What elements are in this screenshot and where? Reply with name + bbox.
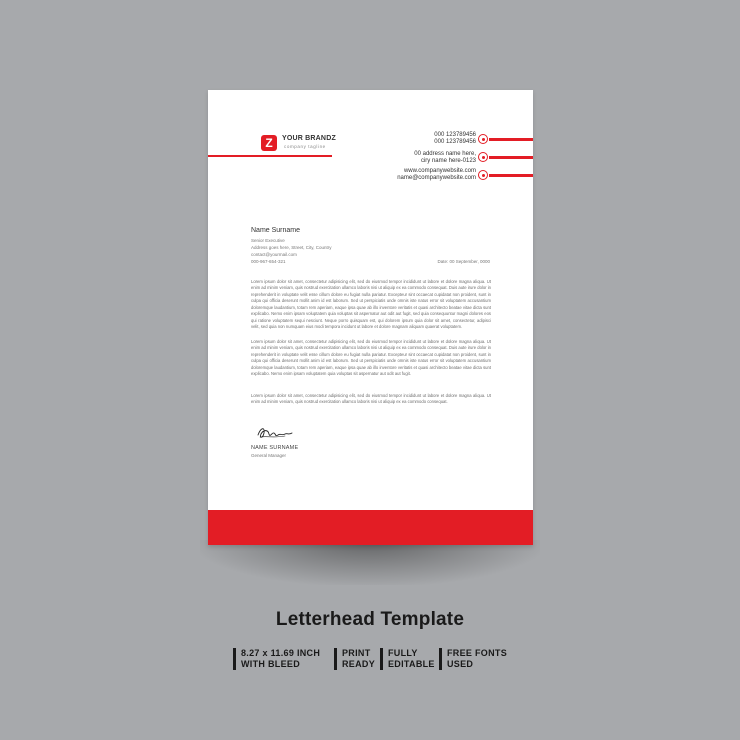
address-line: 00 address name here, — [414, 151, 476, 157]
email-line: name@companywebsite.com — [397, 175, 476, 181]
contact-bar — [489, 174, 533, 177]
feature-editable — [380, 648, 435, 670]
contact-bar — [489, 156, 533, 159]
feature-line: USED — [447, 659, 474, 669]
feature-size — [233, 648, 320, 670]
phone-line: 000 123789456 — [434, 139, 476, 145]
feature-fonts — [439, 648, 507, 670]
paper-shadow — [200, 540, 540, 585]
recipient-title: Senior Executive — [251, 238, 285, 243]
phone-icon — [478, 134, 488, 144]
body-paragraph: Lorem ipsum dolor sit amet, consectetur adipisicing elit, sed do eiusmod tempor incididunt ut labore et dolore magna aliqua. Ut enim ad minim veniam, quis nostrud exercitation ullamco laboris nisi ut aliquip ex ea commodo consequat. Duis aute irure dolor in reprehenderit in voluptate velit esse cillum dolore eu fugiat nulla pariatur. Excepteur sint occaecat cupidatat non proident, sunt in culpa qui officia deserunt mollit anim id est laborum. Sed ut perspiciatis unde omnis iste natus error sit voluptatem accusantium doloremque laudantium, totam rem aperiam, eaque ipsa quae ab illo inventore veritatis et quasi architecto beatae vitae dicta sunt explicabo. Nemo enim ipsam voluptatem quia voluptas sit aspernatur aut odit aut fugit, sed quia consequuntur magni dolores eos qui ratione voluptatem sequi nesciunt. Neque porro quisquam est, qui dolorem ipsum quia dolor sit amet, consectetur, adipisci velit, sed quia non numquam eius modi tempora incidunt ut labore et dolore magnam aliquam quaerat voluptatem. — [251, 279, 491, 330]
contact-address — [414, 151, 476, 165]
signature-name: NAME SURNAME — [251, 445, 299, 451]
feature-line: 8.27 x 11.69 INCH — [241, 648, 321, 658]
contact-web — [397, 168, 476, 182]
contact-bar — [489, 138, 533, 141]
feature-line: EDITABLE — [388, 659, 435, 669]
recipient-phone: 000-967-654-321 — [251, 259, 286, 264]
feature-line: PRINT — [342, 648, 371, 658]
footer-band — [208, 510, 533, 545]
feature-line: WITH BLEED — [241, 659, 300, 669]
recipient-name: Name Surname — [251, 227, 301, 234]
address-line: ciry name here-0123 — [420, 158, 476, 164]
phone-line: 000 123789456 — [434, 132, 476, 138]
letterhead-sheet — [208, 90, 533, 545]
location-pin-icon — [478, 152, 488, 162]
body-paragraph: Lorem ipsum dolor sit amet, consectetur adipisicing elit, sed do eiusmod tempor incididunt ut labore et dolore magna aliqua. Ut enim ad minim veniam, quis nostrud exercitation ullamco laboris nisi ut aliquip ex ea commodo consequat. Duis aute irure dolor in reprehenderit in voluptate velit esse cillum dolore eu fugiat nulla pariatur. Excepteur sint occaecat cupidatat non proident, sunt in culpa qui officia deserunt mollit anim id est laborum. Sed ut perspiciatis unde omnis iste natus error sit voluptatem accusantium doloremque laudantium, totam rem aperiam, eaque ipsa quae ab illo inventore veritatis et quasi architecto beatae vitae dicta sunt explicabo. Nemo enim ipsam voluptatem quia voluptas sit aspernatur aut odit aut fugit. — [251, 339, 491, 377]
recipient-email: contact@yourmail.com — [251, 252, 297, 257]
feature-line: FREE FONTS — [447, 648, 508, 658]
body-paragraph: Lorem ipsum dolor sit amet, consectetur adipisicing elit, sed do eiusmod tempor incididunt ut labore et dolore magna aliqua. Ut enim ad minim veniam, quis nostrud exercitation ullamco laboris nisi ut aliquip ex ea commodo consequat. — [251, 393, 491, 405]
globe-icon — [478, 170, 488, 180]
page-title: Letterhead Template — [275, 609, 465, 630]
recipient-address: Address goes here, Street, City, Country — [251, 245, 332, 250]
header-divider — [208, 155, 332, 157]
contact-phone — [434, 132, 476, 146]
brand-tagline: company tagline — [284, 144, 326, 149]
signature-title: General Manager — [251, 453, 287, 458]
website-line: www.companywebsite.com — [403, 168, 476, 174]
feature-line: FULLY — [388, 648, 418, 658]
brand-name: YOUR BRANDZ — [282, 135, 336, 142]
logo-icon: Z — [261, 135, 277, 151]
signature-image — [255, 423, 295, 443]
letter-date: Date: 00 September, 0000 — [437, 259, 490, 264]
feature-line: READY — [342, 659, 376, 669]
feature-print — [334, 648, 375, 670]
